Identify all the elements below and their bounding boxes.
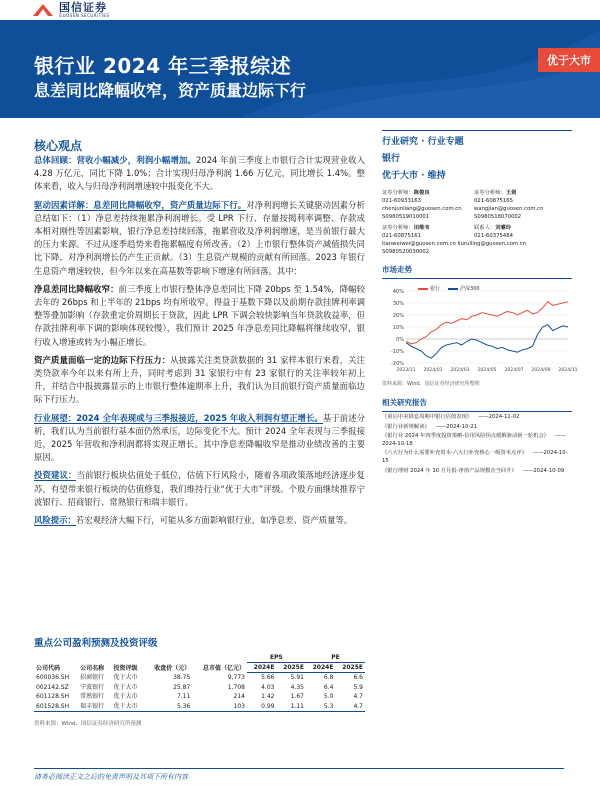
cell-price: 25.87	[173, 683, 191, 691]
cell-price: 5.36	[145, 702, 193, 712]
footer-divider	[34, 768, 564, 769]
paragraph-risk: 风险提示：若宏观经济大幅下行，可能从多方面影响银行业，如净息差、资产质量等。	[34, 515, 353, 526]
cell-mcap: 1,708	[227, 683, 245, 691]
cell-mcap: 9,773	[227, 673, 245, 681]
x-tick-label: 2024/09	[531, 368, 551, 373]
cell-rating: 优于大市	[113, 683, 138, 691]
cell-pe25: 5.9	[353, 683, 363, 691]
col-price: 收盘价（元）	[154, 664, 191, 672]
analyst-email[interactable]: wangjian@guosen.com.cn	[474, 206, 544, 212]
related-report-title[interactable]: 《银行业 2024 年四季度投资策略-信用风险拐点缓解驱动新一轮机会》	[382, 433, 550, 440]
related-report-title[interactable]: 《银行业新规解读》	[382, 423, 430, 430]
chart-source: 资料来源：Wind、国信证券经济研究所整理	[382, 381, 480, 387]
x-tick-label: 2024/03	[450, 368, 470, 373]
related-report-date: ——2024-11-02	[478, 414, 520, 420]
cell-code: 002142.SZ	[36, 683, 69, 691]
contact-emails	[382, 240, 572, 248]
cell-pe24: 6.4	[323, 683, 334, 691]
related-reports-list	[382, 414, 572, 475]
related-report-item[interactable]	[382, 424, 572, 432]
paragraph-nim: 净息差同比降幅收窄：前三季度上市银行整体净息差同比下降 20bps 至 1.54%，降幅较去年的 26bps 和上半年的 21bps 均有所收窄。得益于基数下降以及前期存款挂牌利率调整等叠加影响（存款重定价周期长于贷款，因此 LPR 下调会较快影响当年贷款收益率，但存款挂牌利率下调的影响体现较慢），我们预计 2025 年净息差同比降幅将继续收窄，银行收入增速或转为小幅正增长。	[34, 283, 366, 347]
paragraph-asset-quality: 资产质量面临一定的边际下行压力：从披露关注类贷款数据的 31 家样本银行来看，关注类贷款率今年以来有所上升，同时考虑到 31 家银行中有 23 家银行的关注率较年初上升，并结合中报披露显示的上市银行整体逾期率上升，我们认为目前银行资产质量面临边际下行压力。	[34, 354, 366, 405]
cell-eps25: 5.91	[290, 674, 304, 681]
logo-mark-icon	[32, 3, 54, 17]
cell-code: 600036.SH	[36, 673, 70, 681]
core-views-title: 核心观点	[34, 139, 83, 153]
cell-pe25: 6.6	[353, 674, 363, 681]
table-row	[34, 683, 365, 693]
analyst-card: 联系人：刘睿玲 021-60375484	[474, 225, 513, 239]
related-report-title[interactable]: 《六大行为什么需要补充资本-六大行补充核心一级资本点评》	[382, 450, 527, 457]
y-tick-label: 0%	[396, 337, 404, 343]
related-report-title[interactable]: 《银行理财 2024 年 10 月月报-净值产品规模企当回升》	[382, 467, 517, 474]
market-trend-title: 市场走势	[382, 264, 572, 279]
company-logo	[32, 2, 142, 18]
related-report-date: ——2024-10-21	[435, 423, 478, 430]
analyst-card: 证券分析师：陈俊良 021-60933163	[382, 190, 430, 204]
related-report-title[interactable]: 《重启中美降息周期中银行估值表现》	[382, 414, 473, 420]
col-mcap: 总市值（亿元）	[202, 664, 245, 672]
analyst-email[interactable]: chenjunliang@guosen.com.cn	[382, 206, 462, 212]
report-title: 银行业 2024 年三季报综述	[34, 54, 292, 78]
cell-pe24: 6.8	[323, 674, 334, 681]
x-tick-label: 2024/07	[504, 368, 524, 373]
logo-en: GUOSEN SECURITIES	[59, 13, 110, 18]
cell-code: 601128.SH	[36, 693, 70, 701]
industry-rating: 优于大市 · 维持	[382, 171, 446, 181]
x-tick-label: 2024/01	[423, 368, 443, 373]
cell-price: 7.11	[176, 693, 191, 701]
report-subtitle: 息差同比降幅收窄，资产质量边际下行	[34, 81, 307, 100]
related-report-item[interactable]	[382, 450, 572, 465]
related-report-item[interactable]	[382, 468, 572, 476]
footer-disclaimer: 请务必阅读正文之后的免责声明及其项下所有内容	[34, 773, 188, 781]
cell-mcap: 214	[233, 693, 245, 701]
trend-chart-svg	[382, 283, 578, 378]
related-report-item[interactable]	[382, 414, 572, 422]
analyst-cert: S0980518070002	[474, 214, 522, 220]
cell-rating: 优于大市	[111, 702, 144, 712]
paragraph-drivers: 驱动因素详解：息差同比降幅收窄，资产质量边际下行。对净利润增长关键驱动因素分析总结如下：（1）净息差持续拖累净利润增长。受 LPR 下行、存量按揭利率调整、存款成本相对刚性等因素影响，银行净息差持续回落，拖累营收及净利润增速，是当前银行最大的压力来源。不过从逐季趋势来看拖累幅度有所改善。（2）上市银行整体资产减值损失同比下降，对净利润增长仍产生正贡献。（3）生息资产规模的贡献有所回落。2023 年银行生息资产增速较快，但今年以来在高基数等影响下增速有所回落。其中：	[34, 199, 366, 276]
cell-pe24: 5.0	[323, 693, 334, 701]
related-report-item[interactable]	[382, 433, 572, 448]
analyst-email[interactable]: tianweiwei@guosen.com.cn	[382, 241, 456, 247]
analyst-cert: S0980520030002	[382, 249, 430, 255]
table-row	[34, 692, 365, 702]
y-tick-label: 30%	[392, 301, 404, 307]
legend-hs300: 沪深300	[448, 285, 480, 292]
table-row	[34, 702, 365, 712]
cell-eps24: 1.42	[261, 693, 275, 701]
sidebar	[382, 130, 578, 475]
cell-name: 宁波银行	[80, 683, 105, 691]
related-reports-title: 相关研究报告	[382, 397, 572, 412]
cell-name: 常熟银行	[80, 693, 105, 701]
market-trend-chart	[382, 283, 578, 378]
series-line-bank	[406, 302, 568, 344]
y-tick-label: 40%	[392, 289, 404, 295]
related-report-date: ——2024-10-09	[522, 467, 565, 474]
cell-eps24: 0.99	[247, 702, 276, 712]
sidebar-divider	[382, 130, 572, 131]
industry-name: 银行	[382, 154, 401, 164]
col-rating: 投资评级	[113, 664, 138, 672]
x-tick-label: 2023/11	[396, 368, 416, 373]
paragraph-overview: 总体回顾：营收小幅减少，利润小幅增加。2024 年前三季度上市银行合计实现营业收入 4.28 万亿元，同比下降 1.0%；合计实现归母净利润 1.66 万亿元，同比增长 1.4%。整体来看，收入与归母净利润增速较中报变化不大。	[34, 155, 366, 192]
y-tick-label: 10%	[392, 325, 404, 331]
cell-eps25: 4.35	[290, 683, 304, 691]
cell-rating: 优于大市	[113, 693, 138, 701]
y-tick-label: 20%	[392, 313, 404, 319]
cell-pe24: 5.3	[306, 702, 335, 712]
analyst-cert: S0980519010001	[382, 214, 430, 220]
forecast-table-title: 重点公司盈利预测及投资评级	[34, 638, 158, 649]
col-pe: PE	[306, 653, 365, 663]
rating-tag: 优于大市	[538, 48, 600, 72]
col-eps-2024: 2024E	[247, 663, 276, 673]
col-code: 公司代码	[36, 664, 61, 672]
col-eps: EPS	[247, 653, 306, 663]
paragraph-outlook: 行业展望：2024 全年表现或与三季报接近，2025 年收入利润有望正增长。基于前述分析，我们认为当前银行基本面仍然承压，边际变化不大。预计 2024 全年表现与三季报接近，2025 年营收和净利润都将实现正增长。其中净息差降幅收窄是推动业绩改善的主要原因。	[34, 412, 366, 463]
title-banner	[0, 20, 600, 118]
col-name: 公司名称	[80, 664, 105, 672]
y-tick-label: -20%	[391, 361, 404, 367]
cell-code: 601528.SH	[34, 702, 78, 712]
analyst-email[interactable]: liuruiling@guosen.com.cn	[457, 241, 527, 247]
logo-cn: 国信证券	[59, 1, 107, 14]
x-tick-label: 2024/05	[477, 368, 497, 373]
core-views-body	[34, 154, 365, 532]
y-tick-label: -10%	[391, 349, 404, 355]
table-source: 资料来源：Wind、国信证券经济研究所预测	[34, 721, 142, 727]
cell-mcap: 103	[192, 702, 247, 712]
cell-pe25: 4.7	[353, 693, 363, 701]
related-report-date: ——2024-10-18	[382, 433, 566, 447]
col-eps-2025: 2025E	[276, 663, 305, 673]
related-report-date: ——2024-10-15	[382, 450, 568, 464]
cell-price: 38.75	[173, 673, 191, 681]
analyst-card: 证券分析师：王剑 021-60875165	[474, 190, 517, 204]
forecast-table	[34, 653, 365, 712]
analyst-list	[382, 189, 572, 240]
col-pe-2024: 2024E	[306, 663, 335, 673]
table-row	[34, 673, 365, 683]
cell-eps25: 1.11	[276, 702, 305, 712]
paragraph-investment: 投资建议：当前银行板块估值处于低位，估值下行风险小，随着各项政策落地经济逐步复苏，有望带来银行板块的估值修复，我们维持行业“优于大市”评级。个股方面继续推荐宁波银行、招商银行、常熟银行和瑞丰银行。	[34, 470, 365, 507]
cell-eps25: 1.67	[290, 693, 304, 701]
cell-eps24: 5.66	[261, 674, 275, 681]
report-type: 行业研究 · 行业专题	[382, 137, 464, 147]
x-tick-label: 2024/11	[558, 368, 578, 373]
chart-legend	[418, 285, 480, 292]
analyst-card: 证券分析师：田维韦 021-60875161	[382, 225, 430, 239]
cell-pe25: 4.7	[335, 702, 365, 712]
cell-name: 瑞丰银行	[78, 702, 111, 712]
col-pe-2025: 2025E	[335, 663, 365, 673]
series-line-hs300	[406, 325, 568, 359]
cell-rating: 优于大市	[113, 673, 138, 681]
cell-name: 招商银行	[80, 673, 105, 681]
cell-eps24: 4.03	[261, 683, 275, 691]
legend-bank: 银行	[418, 285, 440, 292]
